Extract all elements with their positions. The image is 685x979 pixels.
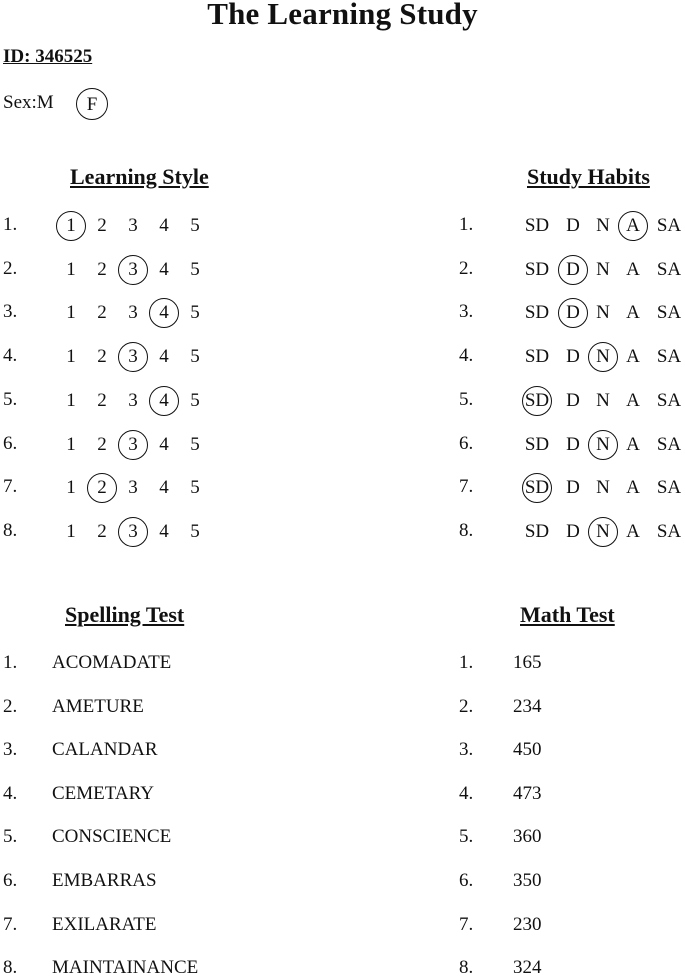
learning-style-option[interactable]: 5	[190, 302, 200, 324]
study-habits-option[interactable]: A	[626, 302, 640, 324]
spelling-item-word: EMBARRAS	[52, 870, 157, 891]
learning-style-option[interactable]: 4	[159, 520, 169, 542]
study-habits-option-selected[interactable]: D	[558, 298, 588, 328]
math-item-answer: 324	[513, 957, 542, 979]
study-habits-row-number: 5.	[459, 388, 474, 410]
study-habits-option[interactable]: D	[566, 346, 580, 368]
learning-style-option-selected[interactable]: 3	[118, 342, 148, 372]
study-habits-heading: Study Habits	[527, 164, 650, 189]
learning-style-option[interactable]: 2	[97, 433, 107, 455]
learning-style-option-selected[interactable]: 3	[118, 517, 148, 547]
learning-style-row-number: 2.	[3, 257, 18, 279]
math-item-answer: 350	[513, 870, 542, 891]
math-item-answer: 450	[513, 739, 542, 761]
study-habits-row-number: 6.	[459, 432, 474, 454]
study-habits-option[interactable]: SA	[656, 477, 682, 499]
study-habits-option-selected[interactable]: D	[558, 255, 588, 285]
math-item-answer: 165	[513, 652, 542, 673]
math-item-number: 7.	[459, 913, 474, 935]
study-habits-option[interactable]: SD	[524, 302, 550, 324]
math-item-number: 3.	[459, 739, 474, 761]
study-habits-option[interactable]: D	[566, 477, 580, 499]
spelling-item-word: CONSCIENCE	[52, 826, 172, 848]
sex-option-f[interactable]: F	[76, 88, 108, 120]
sex-option-m[interactable]: M	[36, 92, 54, 113]
math-item-number: 1.	[459, 652, 474, 673]
learning-style-option[interactable]: 1	[66, 302, 76, 324]
learning-style-option[interactable]: 4	[159, 346, 169, 368]
spelling-item-number: 4.	[3, 782, 18, 804]
study-habits-option-selected[interactable]: A	[618, 211, 648, 241]
study-habits-option[interactable]: N	[596, 302, 610, 324]
study-habits-option[interactable]: N	[596, 389, 610, 411]
study-habits-option[interactable]: SA	[656, 302, 682, 324]
spelling-item-number: 6.	[3, 870, 18, 891]
study-habits-option[interactable]: N	[596, 215, 610, 236]
study-habits-option[interactable]: SD	[524, 346, 550, 368]
learning-style-option[interactable]: 5	[190, 258, 200, 280]
learning-style-row-number: 7.	[3, 476, 18, 498]
spelling-item-word: ACOMADATE	[52, 652, 172, 673]
learning-style-option[interactable]: 1	[66, 346, 76, 368]
learning-style-option[interactable]: 3	[128, 302, 138, 324]
study-habits-option[interactable]: SA	[656, 389, 682, 411]
study-habits-option[interactable]: A	[626, 477, 640, 499]
math-item-number: 6.	[459, 870, 474, 891]
learning-style-option[interactable]: 4	[159, 433, 169, 455]
spelling-test-heading: Spelling Test	[65, 602, 185, 627]
learning-style-option[interactable]: 3	[128, 477, 138, 499]
study-habits-option[interactable]: N	[596, 258, 610, 280]
learning-style-option[interactable]: 5	[190, 215, 200, 236]
learning-style-option[interactable]: 1	[66, 258, 76, 280]
math-item-answer: 473	[513, 782, 542, 804]
study-habits-option[interactable]: SA	[656, 520, 682, 542]
learning-style-option-selected[interactable]: 4	[149, 386, 179, 416]
learning-style-option[interactable]: 1	[66, 520, 76, 542]
learning-style-option[interactable]: 1	[66, 477, 76, 499]
study-habits-option[interactable]: SD	[524, 258, 550, 280]
study-habits-option[interactable]: N	[596, 477, 610, 499]
page-title: The Learning Study	[207, 0, 478, 31]
study-habits-option-selected[interactable]: SD	[522, 473, 552, 503]
spelling-item-number: 3.	[3, 739, 18, 761]
study-habits-row-number: 1.	[459, 214, 474, 235]
math-test-heading: Math Test	[520, 602, 615, 627]
study-habits-option[interactable]: SA	[656, 258, 682, 280]
spelling-item-number: 1.	[3, 652, 18, 673]
study-habits-option[interactable]: A	[626, 433, 640, 455]
learning-style-option[interactable]: 5	[190, 477, 200, 499]
spelling-item-word: EXILARATE	[52, 913, 157, 935]
learning-style-row-number: 6.	[3, 432, 18, 454]
learning-style-option[interactable]: 2	[97, 520, 107, 542]
learning-style-row-number: 5.	[3, 388, 18, 410]
learning-style-option[interactable]: 2	[97, 302, 107, 324]
math-item-answer: 230	[513, 913, 542, 935]
study-habits-option[interactable]: D	[566, 215, 580, 236]
learning-style-row-number: 3.	[3, 301, 18, 323]
learning-style-row-number: 1.	[3, 214, 18, 235]
study-habits-option[interactable]: SD	[524, 433, 550, 455]
learning-style-option[interactable]: 5	[190, 346, 200, 368]
learning-style-heading: Learning Style	[70, 164, 209, 189]
learning-style-option[interactable]: 4	[159, 215, 169, 236]
study-habits-option[interactable]: SA	[656, 433, 682, 455]
learning-style-row-number: 4.	[3, 345, 18, 367]
participant-id: ID: 346525	[3, 46, 93, 67]
spelling-item-number: 8.	[3, 957, 18, 979]
study-habits-option-selected[interactable]: SD	[522, 386, 552, 416]
spelling-item-number: 7.	[3, 913, 18, 935]
study-habits-option[interactable]: D	[566, 433, 580, 455]
study-habits-option[interactable]: SA	[656, 346, 682, 368]
spelling-item-number: 5.	[3, 826, 18, 848]
learning-style-option[interactable]: 2	[97, 389, 107, 411]
sex-field	[3, 92, 54, 114]
learning-style-option[interactable]: 1	[66, 433, 76, 455]
learning-style-option[interactable]: 5	[190, 433, 200, 455]
study-habits-option[interactable]: A	[626, 520, 640, 542]
learning-style-option[interactable]: 5	[190, 389, 200, 411]
learning-style-option-selected[interactable]: 3	[118, 430, 148, 460]
study-habits-option-selected[interactable]: N	[588, 430, 618, 460]
study-habits-option[interactable]: SD	[524, 215, 550, 236]
study-habits-option-selected[interactable]: N	[588, 517, 618, 547]
study-habits-row-number: 3.	[459, 301, 474, 323]
math-item-number: 2.	[459, 695, 474, 717]
learning-style-option-selected[interactable]: 4	[149, 298, 179, 328]
study-habits-option[interactable]: D	[566, 389, 580, 411]
study-habits-row-number: 7.	[459, 476, 474, 498]
spelling-item-word: MAINTAINANCE	[52, 957, 199, 979]
math-item-number: 8.	[459, 957, 474, 979]
math-item-number: 4.	[459, 782, 474, 804]
learning-style-option-selected[interactable]: 2	[87, 473, 117, 503]
spelling-item-word: AMETURE	[52, 695, 144, 717]
math-item-answer: 234	[513, 695, 542, 717]
math-item-answer: 360	[513, 826, 542, 848]
study-habits-option[interactable]: A	[626, 346, 640, 368]
learning-style-option[interactable]: 2	[97, 258, 107, 280]
study-habits-option[interactable]: D	[566, 520, 580, 542]
spelling-item-number: 2.	[3, 695, 18, 717]
learning-style-option[interactable]: 3	[128, 389, 138, 411]
sex-label: Sex:	[3, 92, 37, 113]
learning-style-option-selected[interactable]: 3	[118, 255, 148, 285]
learning-style-option[interactable]: 4	[159, 477, 169, 499]
study-habits-row-number: 8.	[459, 519, 474, 541]
study-habits-row-number: 2.	[459, 257, 474, 279]
study-habits-option[interactable]: A	[626, 389, 640, 411]
learning-style-option[interactable]: 4	[159, 258, 169, 280]
study-habits-option[interactable]: SD	[524, 520, 550, 542]
learning-style-option[interactable]: 1	[66, 389, 76, 411]
spelling-item-word: CALANDAR	[52, 739, 158, 761]
study-habits-option[interactable]: A	[626, 258, 640, 280]
study-habits-option-selected[interactable]: N	[588, 342, 618, 372]
math-item-number: 5.	[459, 826, 474, 848]
spelling-item-word: CEMETARY	[52, 782, 154, 804]
learning-style-option[interactable]: 5	[190, 520, 200, 542]
learning-style-option[interactable]: 2	[97, 215, 107, 236]
learning-style-option-selected[interactable]: 1	[56, 211, 86, 241]
study-habits-row-number: 4.	[459, 345, 474, 367]
learning-style-row-number: 8.	[3, 519, 18, 541]
learning-style-option[interactable]: 2	[97, 346, 107, 368]
study-habits-option[interactable]: SA	[656, 215, 682, 236]
learning-style-option[interactable]: 3	[128, 215, 138, 236]
